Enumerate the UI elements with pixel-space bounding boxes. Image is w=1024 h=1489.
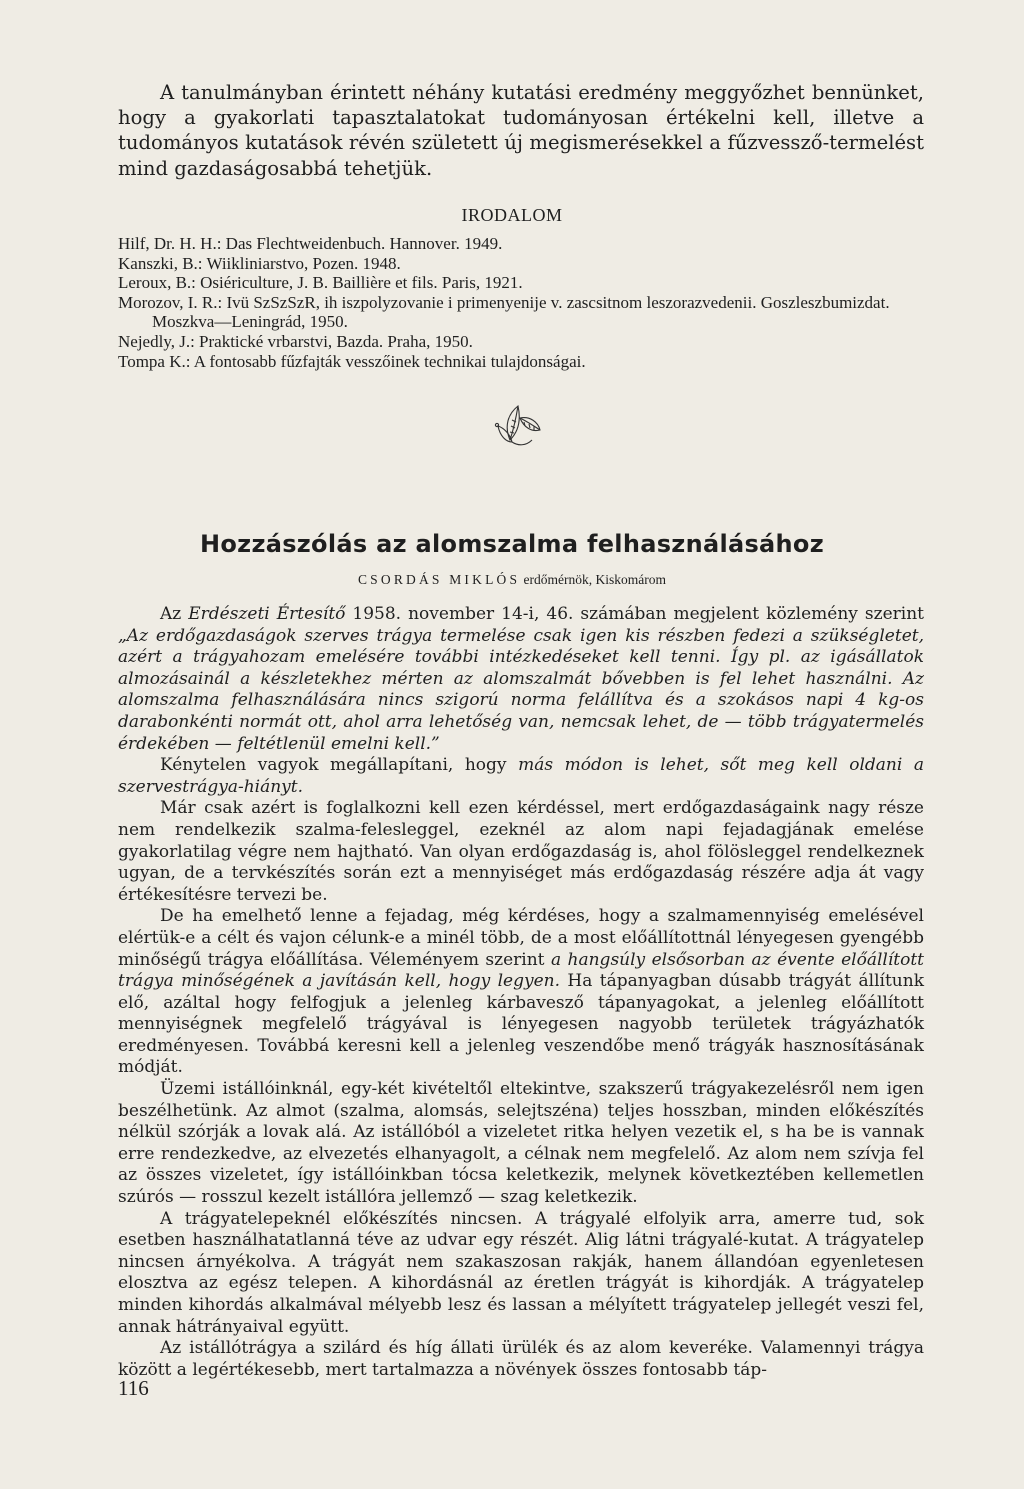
emphasis: a hangsúly elsősorban az évente előállított trágya minőségének a javításán kell, hogy legyen. [118, 949, 924, 992]
reference-item: Hilf, Dr. H. H.: Das Flechtweidenbuch. Hannover. 1949. [118, 234, 503, 253]
paragraph [118, 755, 924, 798]
reference-item: Tompa K.: A fontosabb fűzfajták vesszőinek technikai tulajdonságai. [118, 351, 586, 371]
reference-item: Leroux, B.: Osiériculture, J. B. Baillière et fils. Paris, 1921. [118, 273, 523, 293]
quotation: „Az erdőgazdaságok szerves trágya termelése csak igen kis részben fedezi a szükségletet, azért a trágyahozam emelésére további intézkedéseket kell tenni. Így pl. az igásállatok almozásainál a készletekhez mérten az alomszalmát bővebben is fel lehet használni. Az alomszalma felhasználására nincs szigorú norma felállítva és a szokásos napi 4 kg-os darabonkénti normát ott, ahol arra lehetőség van, nemcsak lehet, de — több trágyatermelés érdekében — feltétlenül emelni kell.” [118, 625, 924, 754]
text-span: Az [160, 604, 189, 624]
intro-section [118, 80, 924, 181]
reference-item: Nejedly, J.: Praktické vrbarstvi, Bazda. Praha, 1950. [118, 331, 473, 351]
paragraph: Már csak azért is foglalkozni kell ezen kérdéssel, mert erdőgazdaságaink nagy része nem rendelkezik szalma-feleslеggel, ezeknél az alom napi fejadagjának emelése gyakorlatilag végre nem hajtható. Van olyan erdőgazdaság is, ahol fölösleggel rendelkeznek ugyan, de a tervkészítés során ezt a mennyiséget más erdőgazdaság részére adja át vagy értékesítésre tervezi be. [118, 798, 924, 905]
reference-item: Morozov, I. R.: Ivü SzSzSzR, ih iszpolyzovanie i primenyenije v. zascsitnom leszorazvedenii. Goszleszbumizdat. Moszkva—Leningrád, 1950. [118, 292, 890, 332]
text-span: De ha emelhető lenne a fejadag, még kérdéses, hogy a szalmamennyiség emelésével elértük-e a célt és vajon célunk-e a minél több, de a most előállítottnál lényegesen gyengébb minőségű trágya előállítása. Véleményem szerint [118, 906, 924, 970]
literature-heading: IRODALOM [461, 205, 563, 225]
author-info: erdőmérnök, Kiskomárom [520, 572, 667, 587]
article-body [118, 604, 924, 1381]
author-line [0, 572, 1024, 588]
paragraph [118, 906, 924, 1079]
article-title: Hozzászólás az alomszalma felhasználásához [200, 530, 824, 558]
text-span: Kénytelen vagyok megállapítani, hogy [160, 755, 519, 776]
leaf-ornament-icon [488, 398, 548, 458]
paragraph [118, 604, 924, 755]
reference-list [118, 234, 924, 371]
text-span: 1958. november 14-i, 46. számában megjelent közlemény szerint [345, 604, 924, 624]
paragraph: A trágyatelepeknél előkészítés nincsen. A trágyalé elfolyik arra, amerre tud, sok esetben használhatatlanná téve az udvar egy részét. Alig látni trágyalé-kutat. A trágyatelep nincsen árnyékolva. A trágyát nem szakaszosan rakják, hanem állandóan egyenletesen elosztva az egész telepen. A kihordásnál az éretlen trágyát is kihordják. A trágyatelep minden kihordás alkalmával mélyebb lesz és lassan a mélyített trágyatelep jellegét veszi fel, annak hátrányaival együtt. [118, 1208, 924, 1337]
emphasis: más módon is lehet, sőt meg kell oldani a szervestrágya-hiányt. [118, 755, 924, 797]
author-name: CSORDÁS MIKLÓS [357, 572, 521, 587]
journal-name: Erdészeti Értesítő [188, 604, 346, 624]
page-number: 116 [118, 1376, 149, 1400]
paragraph: Az istállótrágya a szilárd és híg állati ürülék és az alom keveréke. Valamennyi trágya között a legértékesebb, mert tartalmazza a növények összes fontosabb táp- [118, 1338, 924, 1380]
paragraph: Üzemi istállóinknál, egy-két kivételtől eltekintve, szakszerű trágyakezelésről nem igen beszélhetünk. Az almot (szalma, alomsás, selejtszéna) teljes hosszban, minden előkészítés nélkül szórják a lovak alá. Az istállóból a vizeletet ritka helyen vezetik el, s ha be is vannak erre rendezkedve, az elvezetés elhanyagolt, a célnak nem megfelelő. Az alom nem szívja fel az összes vizeletet, így istállóinkban tócsa keletkezik, melynek következtében kellemetlen szúrós — rosszul kezelt istállóra jellemző — szag keletkezik. [118, 1079, 924, 1208]
reference-item: Kanszki, B.: Wiikliniarstvo, Pozen. 1948. [118, 253, 401, 273]
intro-paragraph: A tanulmányban érintett néhány kutatási eredmény meggyőzhet bennünket, hogy a gyakorlati tapasztalatokat tudományosan értékelni kell, illetve a tudományos kutatások révén született új megismerésekkel a fűzvessző-termelést mind gazdaságosabbá tehetjük. [118, 81, 924, 180]
text-span: Ha tápanyagban dúsabb trágyát állítunk elő, azáltal hogy felfogjuk a jelenleg kárbavesző tápanyagokat, a jelenleg előállított mennyiségnek megfelelő trágyával is lényegesen nagyobb területek trágyázhatók eredményesen. Továbbá keresni kell a jelenleg veszendőbe menő trágyák hasznosításának módját. [118, 971, 924, 1078]
